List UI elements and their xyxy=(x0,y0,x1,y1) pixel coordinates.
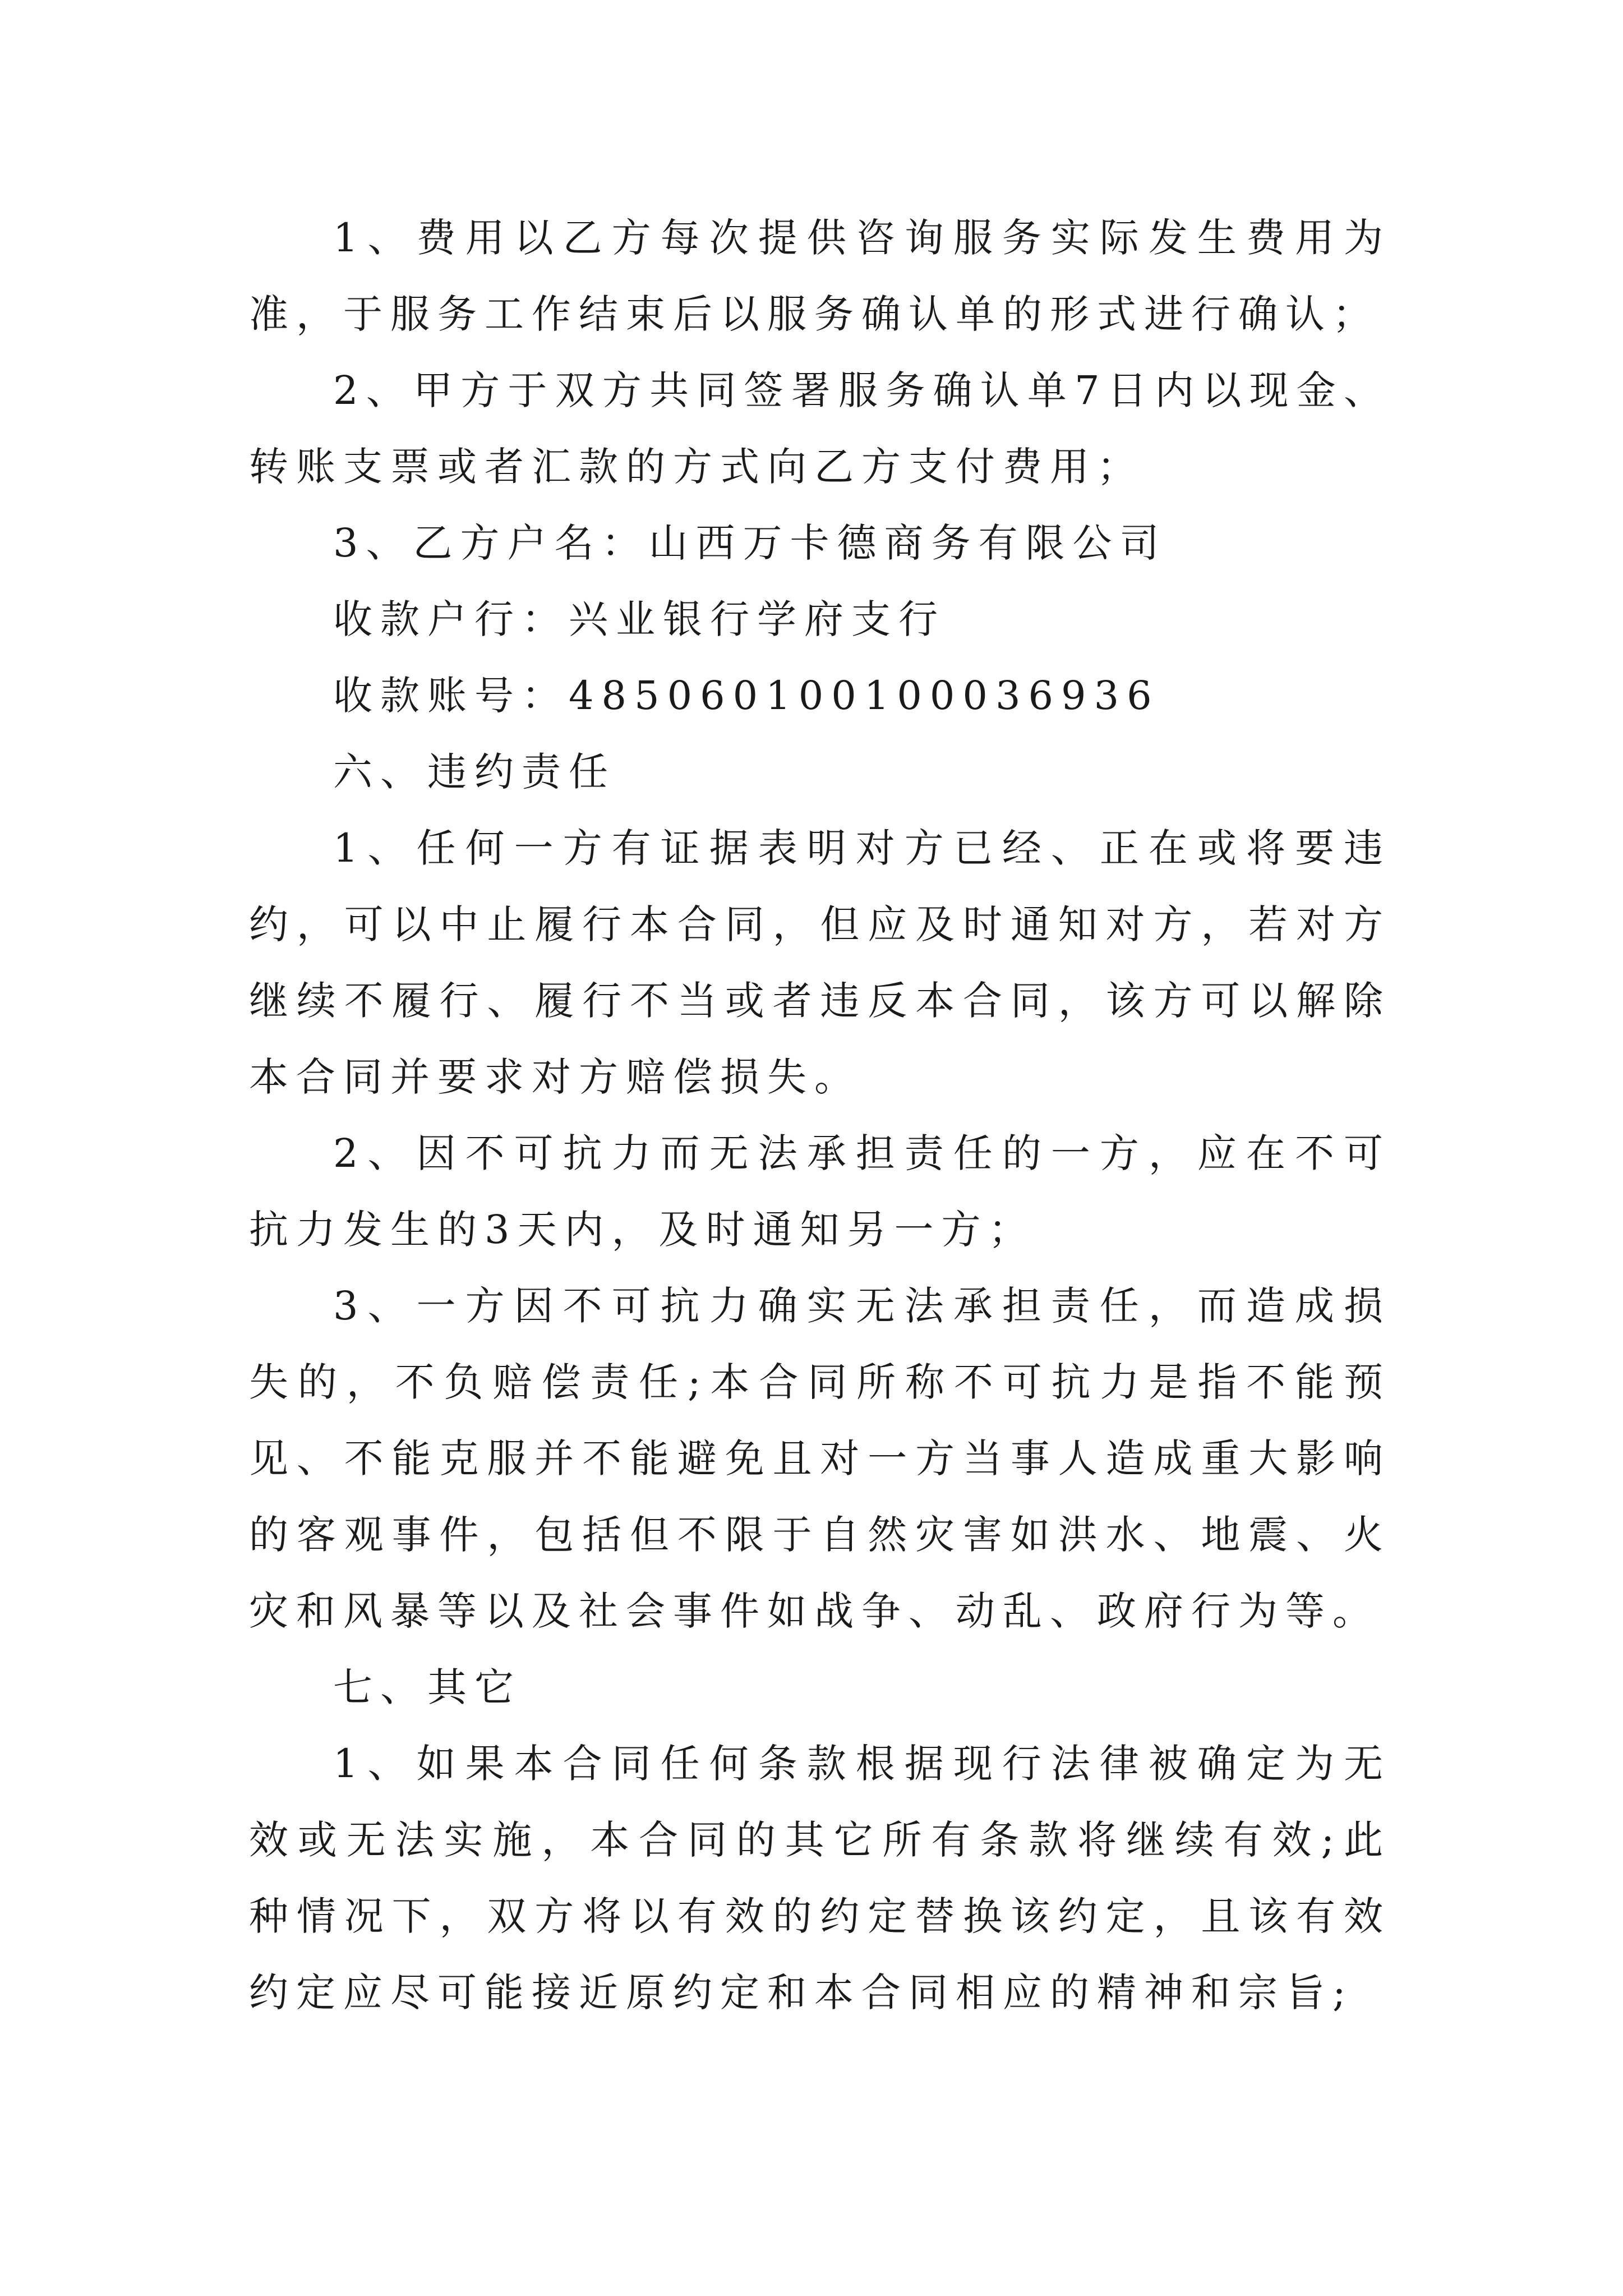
paragraph-other-1: 1、如果本合同任何条款根据现行法律被确定为无效或无法实施，本合同的其它所有条款将继续有效;此种情况下，双方将以有效的约定替换该约定，且该有效约定应尽可能接近原约定和本合同相应的精神和宗旨; xyxy=(249,1741,1391,2016)
section-heading-other: 七、其它 xyxy=(333,1664,522,1710)
paragraph-breach-3: 3、一方因不可抗力确实无法承担责任，而造成损失的，不负赔偿责任;本合同所称不可抗力是指不能预见、不能克服并不能避免且对一方当事人造成重大影响的客观事件，包括但不限于自然灾害如洪水、地震、火灾和风暴等以及社会事件如战争、动乱、政府行为等。 xyxy=(249,1283,1391,1634)
paragraph-bank-name: 收款户行：兴业银行学府支行 xyxy=(333,596,946,642)
paragraph-payment-method: 2、甲方于双方共同签署服务确认单7日内以现金、转账支票或者汇款的方式向乙方支付费用； xyxy=(249,367,1391,490)
paragraph-account-name: 3、乙方户名：山西万卡德商务有限公司 xyxy=(333,520,1167,566)
paragraph-account-number: 收款账号：485060100100036936 xyxy=(333,673,1160,719)
paragraph-breach-1: 1、任何一方有证据表明对方已经、正在或将要违约，可以中止履行本合同，但应及时通知对方，若对方继续不履行、履行不当或者违反本合同，该方可以解除本合同并要求对方赔偿损失。 xyxy=(249,825,1391,1100)
document-body xyxy=(249,200,1391,2031)
section-heading-breach: 六、违约责任 xyxy=(333,749,616,795)
paragraph-breach-2: 2、因不可抗力而无法承担责任的一方，应在不可抗力发生的3天内，及时通知另一方； xyxy=(249,1130,1391,1253)
paragraph-fee-basis: 1、费用以乙方每次提供咨询服务实际发生费用为准，于服务工作结束后以服务确认单的形式进行确认； xyxy=(249,215,1391,337)
